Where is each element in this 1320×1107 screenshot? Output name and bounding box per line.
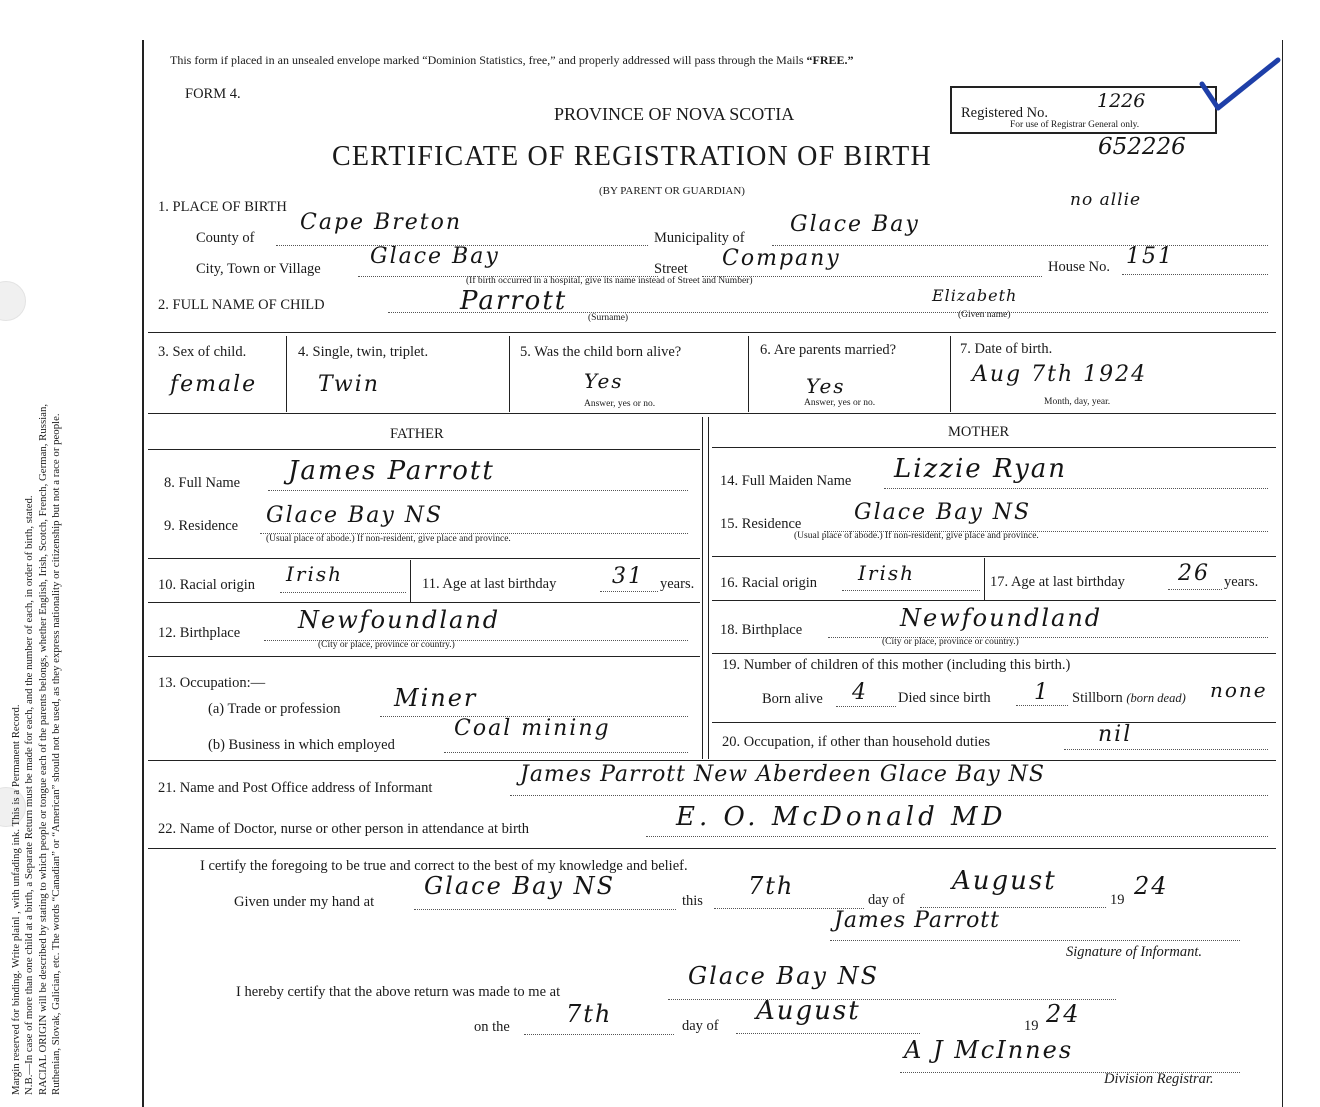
document-title: CERTIFICATE OF REGISTRATION OF BIRTH [332,141,932,172]
county-label: County of [196,230,255,246]
mother-name-value: Lizzie Ryan [894,454,1067,484]
place-of-birth-label: 1. PLACE OF BIRTH [158,199,287,215]
certification-year-suffix: 24 [1134,872,1169,900]
parents-center-divider-right [708,417,709,759]
divider-4-5 [509,336,510,412]
mother-age-label: 17. Age at last birthday [990,574,1125,590]
city-label: City, Town or Village [196,261,321,277]
document-subtitle: (BY PARENT OR GUARDIAN) [599,185,745,197]
stillborn-label-text: Stillborn [1072,690,1123,706]
died-since-birth-line [1016,705,1068,706]
father-residence-caption: (Usual place of abode.) If non-resident, give place and province. [266,534,511,544]
father-heading: FATHER [390,426,444,442]
informant-line [510,795,1268,796]
sex-value: female [170,372,258,397]
street-label: Street [654,261,688,277]
born-alive-count-label: Born alive [762,691,823,707]
county-value: Cape Breton [300,210,463,235]
date-of-birth-caption: Month, day, year. [1044,397,1111,407]
mother-birthplace-caption: (City or place, province or country.) [882,637,1019,647]
rule-mother-race [712,600,1276,601]
municipality-value: Glace Bay [790,212,920,237]
date-of-birth-value: Aug 7th 1924 [972,362,1148,387]
mother-residence-value: Glace Bay NS [854,500,1032,525]
registrar-month-value: August [756,996,861,1026]
rule-under-father-heading [148,449,700,450]
father-race-line [280,592,406,593]
parents-married-label: 6. Are parents married? [760,342,897,358]
trade-value: Miner [394,684,478,712]
born-alive-count-line [836,706,896,707]
divider-10-11 [410,560,411,602]
father-residence-label: 9. Residence [164,518,239,534]
province-heading: PROVINCE OF NOVA SCOTIA [554,104,795,124]
father-birthplace-value: Newfoundland [298,606,501,634]
given-place-line [414,909,676,910]
form-number: FORM 4. [185,86,241,102]
child-given-name-value: Elizabeth [932,286,1018,305]
margin-line-4: Ruthenian, Slovak, Galician, etc. The words “Canadian” or “American” should not be used, as they express nationality or citizenship but not a race or people. [49,413,62,1095]
city-value: Glace Bay [370,244,500,269]
mother-name-line [884,488,1268,489]
margin-instructions [10,5,63,1095]
occupation-label: 13. Occupation:— [158,675,266,691]
given-name-caption: (Given name) [958,310,1011,320]
registrar-place-value: Glace Bay NS [688,962,880,990]
registrar-on-label: on the [474,1019,510,1035]
rule-mother-residence [712,556,1276,557]
stillborn-value: none [1210,678,1268,702]
registrar-day-of-label: day of [682,1018,719,1034]
born-alive-label: 5. Was the child born alive? [520,344,682,360]
rule-mother-birthplace [712,653,1276,654]
doctor-label: 22. Name of Doctor, nurse or other person in attendance at birth [158,821,530,837]
house-number-label: House No. [1048,259,1111,275]
child-surname-value: Parrott [460,286,568,316]
mail-notice-text: This form if placed in an unsealed envelope marked “Dominion Statistics, free,” and properly addressed will pass through the Mails [170,53,807,67]
sex-label: 3. Sex of child. [158,344,247,360]
mother-name-label: 14. Full Maiden Name [720,473,852,489]
father-birthplace-label: 12. Birthplace [158,625,241,641]
rule-father-residence [148,558,700,559]
informant-signature-line [830,940,1240,941]
mother-residence-caption: (Usual place of abode.) If non-resident, give place and province. [794,531,1039,541]
municipality-margin-note: no allie [1070,190,1142,210]
registrar-signature: A J McInnes [904,1036,1074,1064]
child-name-label: 2. FULL NAME OF CHILD [158,297,325,313]
died-since-birth-value: 1 [1034,680,1050,705]
mother-heading: MOTHER [948,424,1010,440]
house-number-value: 151 [1126,244,1174,269]
died-since-birth-label: Died since birth [898,690,991,706]
father-race-label: 10. Racial origin [158,577,256,593]
rule-after-details [148,413,1276,414]
informant-signature-caption-text: Signature of Informant. [1066,944,1203,960]
father-residence-value: Glace Bay NS [266,503,444,528]
parents-married-value: Yes [806,374,846,398]
parents-center-divider-left [702,417,703,759]
divider-6-7 [950,336,951,412]
mother-race-label: 16. Racial origin [720,575,818,591]
informant-signature-caption [1066,945,1202,960]
registrar-year-prefix: 19 [1024,1018,1039,1034]
mother-birthplace-label: 18. Birthplace [720,622,803,638]
mail-notice [170,54,854,66]
mother-occupation-value: nil [1098,722,1133,747]
registrar-caption-text: Division Registrar. [1104,1071,1214,1087]
registrar-day-value: 7th [566,1000,613,1028]
certificate-number: 652226 [1098,134,1186,160]
registrar-statement: I hereby certify that the above return was made to me at [236,984,561,1000]
business-value: Coal mining [454,716,611,741]
registered-value: 1226 [1097,90,1146,112]
rule-father-race [148,602,700,603]
born-alive-count-value: 4 [852,680,868,705]
certification-month-value: August [952,866,1057,896]
father-age-unit: years. [660,576,695,592]
house-number-line [1122,274,1268,275]
stillborn-label [1072,691,1186,706]
margin-line-3: RACIAL ORIGIN will be described by stating to which people or tongue each of the parents belongs, whether English, Irish, Scotch, French, German, Russian, [36,403,49,1095]
rule-after-parents [148,760,1276,761]
father-age-value: 31 [612,564,644,589]
certification-year-prefix: 19 [1110,892,1125,908]
father-name-line [268,490,688,491]
mother-children-label: 19. Number of children of this mother (including this birth.) [722,657,1071,673]
informant-value: James Parrott New Aberdeen Glace Bay NS [520,762,1045,787]
business-label: (b) Business in which employed [208,737,395,753]
certification-this-label: this [682,893,703,909]
rule-after-name [148,332,1276,333]
mother-residence-label: 15. Residence [720,516,802,532]
surname-caption: (Surname) [588,313,629,323]
father-age-label: 11. Age at last birthday [422,576,557,592]
rule-under-mother-heading [712,447,1276,448]
form-right-border [1282,40,1283,1107]
father-birthplace-caption: (City or place, province or country.) [318,640,455,650]
registrar-year-suffix: 24 [1046,1000,1081,1028]
registrar-caption [1104,1072,1214,1087]
municipality-line [772,245,1268,246]
father-race-value: Irish [286,562,344,586]
hospital-note: (If birth occurred in a hospital, give its name instead of Street and Number) [466,276,753,286]
doctor-value: E. O. McDonald MD [676,802,1007,832]
multiple-birth-value: Twin [318,372,380,397]
informant-signature: James Parrott [834,908,1000,933]
mother-race-value: Irish [858,561,916,585]
registrar-day-line [524,1034,674,1035]
margin-line-1: Margin reserved for binding. Write plainl , with unfading ink. This is a Permanent Record. [10,704,22,1095]
father-name-value: James Parrott [288,456,495,486]
multiple-birth-label: 4. Single, twin, triplet. [298,344,429,360]
check-mark-icon [1196,52,1286,122]
certification-day-of-label: day of [868,892,905,908]
stillborn-note: (born dead) [1126,691,1186,705]
trade-label: (a) Trade or profession [208,701,341,717]
registrar-month-line [736,1033,920,1034]
rule-mother-children [712,722,1276,723]
margin-line-2: N.B.—In case of more than one child at a birth, a Separate Return must be made for each, and the number of each, in order of birth, stated. [23,495,36,1095]
divider-3-4 [286,336,287,412]
certification-day-value: 7th [748,872,795,900]
mother-birthplace-value: Newfoundland [900,604,1103,632]
divider-16-17 [984,558,985,600]
informant-label: 21. Name and Post Office address of Informant [158,780,433,796]
mail-notice-free: “FREE.” [806,53,854,67]
mother-age-value: 26 [1178,561,1210,586]
parents-married-caption: Answer, yes or no. [804,398,876,408]
rule-father-birthplace [148,656,700,657]
mother-occupation-label: 20. Occupation, if other than household duties [722,734,991,750]
street-line [702,276,1042,277]
born-alive-caption: Answer, yes or no. [584,399,656,409]
registered-number-box [950,86,1217,134]
given-under-hand-label: Given under my hand at [234,894,375,910]
divider-5-6 [748,336,749,412]
rule-before-certification [148,848,1276,849]
registered-label: Registered No. [961,105,1048,121]
doctor-line [646,836,1268,837]
father-age-line [600,591,658,592]
certification-statement: I certify the foregoing to be true and correct to the best of my knowledge and belief. [200,858,688,874]
business-line [444,752,688,753]
registered-note: For use of Registrar General only. [1010,120,1140,130]
date-of-birth-label: 7. Date of birth. [960,341,1053,357]
street-value: Company [722,246,841,271]
mother-age-line [1168,589,1222,590]
form-left-border [142,40,144,1107]
mother-age-unit: years. [1224,574,1259,590]
municipality-label: Municipality of [654,230,745,246]
father-name-label: 8. Full Name [164,475,241,491]
mother-race-line [842,590,980,591]
mother-occupation-line [1064,749,1268,750]
born-alive-value: Yes [584,369,624,393]
given-place-value: Glace Bay NS [424,872,616,900]
